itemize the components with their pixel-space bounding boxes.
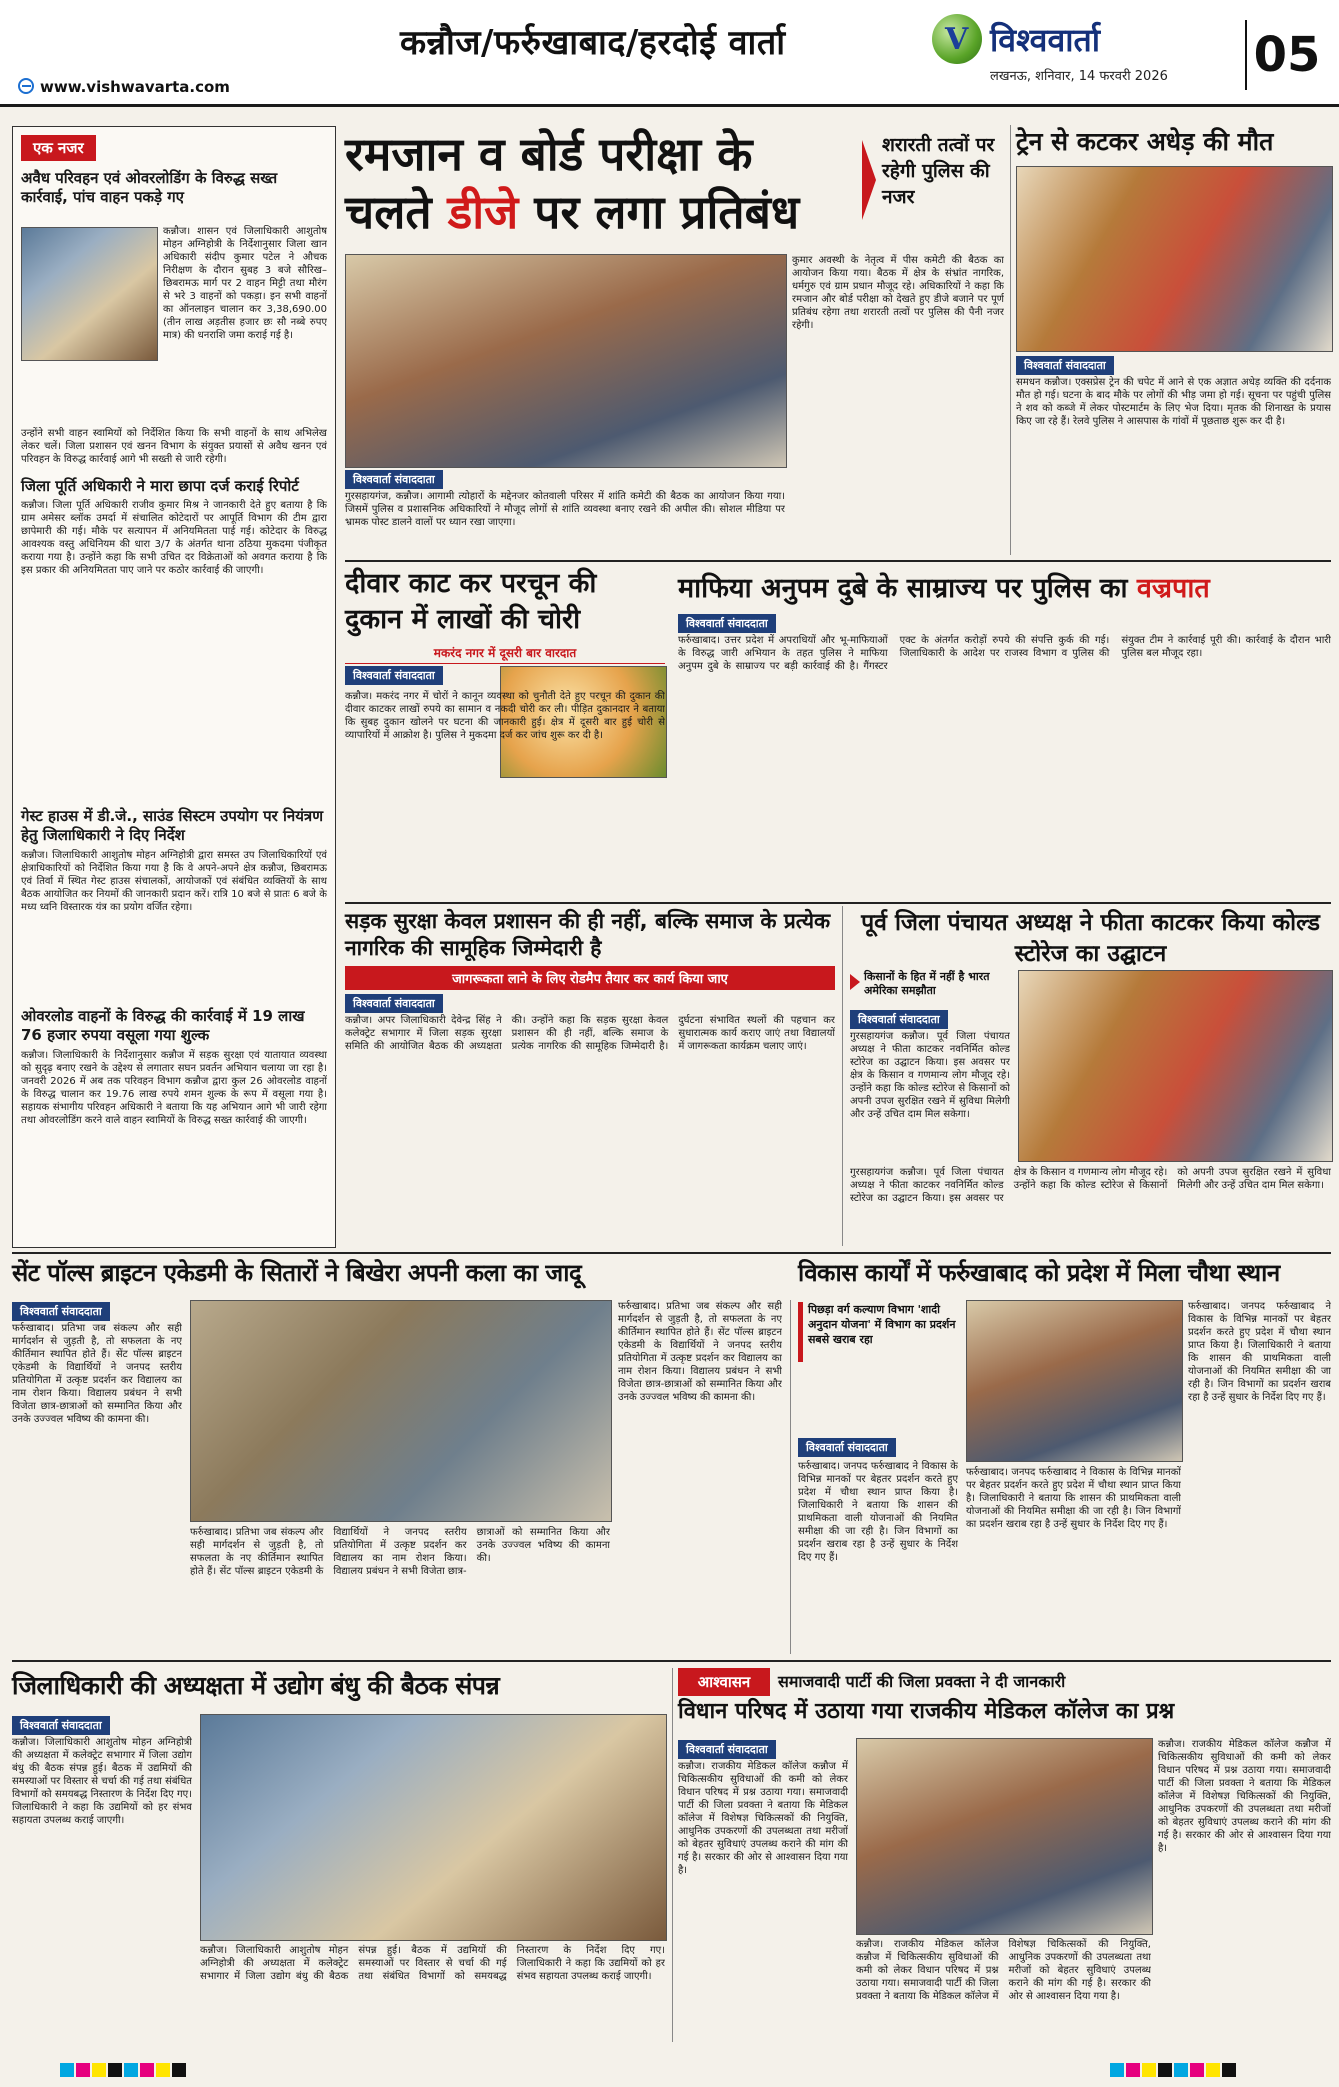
udyog-meeting-photo — [200, 1714, 667, 1941]
stpauls-body-left: फर्रुखाबाद। प्रतिभा जब संकल्प और सही मार्गदर्शन से जुड़ती है, तो सफलता के नए कीर्तिमान स्थापित होते हैं। सेंट पॉल्स ब्राइटन एकेडमी के विद्यार्थियों ने जनपद स्तरीय प्रतियोगिता में उत्कृष्ट प्रदर्शन कर विद्यालय का नाम रोशन किया। विद्यालय प्रबंधन ने सभी विजेता छात्र-छात्राओं को सम्मानित किया और उनके उज्ज्वल भविष्य की कामना की। — [12, 1323, 182, 1425]
vidhan-body-left: कन्नौज। राजकीय मेडिकल कॉलेज कन्नौज में चिकित्सकीय सुविधाओं की कमी को लेकर विधान परिषद में प्रश्न उठाया गया। समाजवादी पार्टी की जिला प्रवक्ता ने बताया कि मेडिकल कॉलेज में विशेषज्ञ चिकित्सकों की नियुक्ति, आधुनिक उपकरणों की उपलब्धता तथा मरीजों को बेहतर सुविधाएं उपलब्ध कराने की मांग की गई है। सरकार की ओर से आश्वासन दिया गया है। — [678, 1761, 848, 1876]
vikas-kicker: पिछड़ा वर्ग कल्याण विभाग 'शादी अनुदान योजना' में विभाग का प्रदर्शन सबसे खराब रहा — [808, 1303, 956, 1346]
spokesperson-photo — [856, 1738, 1153, 1935]
section-rule-1 — [345, 560, 1331, 562]
ek-nazar-label: एक नजर — [21, 135, 96, 161]
ie-icon — [18, 78, 34, 94]
ramzan-kicker-arrow-icon — [862, 140, 876, 220]
ribbon-cutting-photo — [1018, 970, 1333, 1162]
vidhan-headline: विधान परिषद में उठाया गया राजकीय मेडिकल कॉलेज का प्रश्न — [678, 1699, 1175, 1724]
section-rule-3 — [12, 1252, 1331, 1254]
section-rule-2 — [345, 902, 1331, 904]
mafia-headline: माफिया अनुपम दुबे के साम्राज्य पर पुलिस का वज्रपात — [678, 573, 1210, 604]
stpauls-award-photo — [190, 1300, 612, 1522]
sadak-headline: सड़क सुरक्षा केवल प्रशासन की ही नहीं, बल्कि समाज के प्रत्येक नागरिक की सामूहिक जिम्मेदारी है — [345, 909, 831, 960]
nazar-headline-3: गेस्ट हाउस में डी.जे., साउंड सिस्टम उपयोग पर नियंत्रण हेतु जिलाधिकारी ने दिए निर्देश — [21, 807, 324, 844]
vikas-meeting-photo — [966, 1300, 1183, 1462]
train-accident-photo — [1016, 166, 1333, 352]
mafia-byline: विश्ववार्ता संवाददाता — [678, 612, 776, 637]
nazar-body-2: कन्नौज। जिला पूर्ति अधिकारी राजीव कुमार मिश्र ने जानकारी देते हुए बताया है कि ग्राम अमेसर ब्लॉक उमर्दा में संचालित कोटेदारों पर आपूर्ति विभाग की टीम द्वारा छापेमारी की गई। मौके पर सत्यापन में अनियमितता पाई गई। कोटेदार के विरुद्ध आवश्यक वस्तु अधिनियम की धारा 3/7 के अंतर्गत थाना ठठिया मुकदमा पंजीकृत कराया गया है। उन्होंने कहा कि सभी उचित दर विक्रेताओं को अवगत कराया है कि इस प्रकार की अनियमितता पाए जाने पर कठोर कार्रवाई की जाएगी। — [21, 500, 327, 576]
ramzan-meeting-photo — [345, 254, 787, 468]
masthead — [0, 0, 1339, 107]
diwar-kicker: मकरंद नगर में दूसरी बार वारदात — [345, 644, 665, 664]
column-divider — [1010, 125, 1011, 555]
train-body: समधन कन्नौज। एक्सप्रेस ट्रेन की चपेट में आने से एक अज्ञात अधेड़ व्यक्ति की दर्दनाक मौत हो गई। घटना के बाद मौके पर लोगों की भीड़ जमा हो गई। सूचना पर पहुंची पुलिस ने शव को कब्जे में लेकर पोस्टमार्टम के लिए भेज दिया। मृतक की शिनाख्त के प्रयास किए जा रहे हैं। रेलवे पुलिस ने आसपास के गांवों में पूछताछ शुरू कर दी है। — [1016, 377, 1331, 427]
cold-byline: विश्ववार्ता संवाददाता — [850, 1008, 948, 1033]
vikas-kicker-bar-icon — [798, 1302, 803, 1362]
column-divider-4 — [672, 1668, 673, 2042]
ek-nazar-column — [12, 126, 336, 1248]
diwar-headline: दीवार काट कर परचून की दुकान में लाखों की चोरी — [345, 568, 597, 635]
column-divider-3 — [790, 1300, 791, 1654]
train-headline: ट्रेन से कटकर अधेड़ की मौत — [1016, 127, 1274, 156]
stpauls-body-bottom: फर्रुखाबाद। प्रतिभा जब संकल्प और सही मार्गदर्शन से जुड़ती है, तो सफलता के नए कीर्तिमान स्थापित होते हैं। सेंट पॉल्स ब्राइटन एकेडमी के विद्यार्थियों ने जनपद स्तरीय प्रतियोगिता में उत्कृष्ट प्रदर्शन कर विद्यालय का नाम रोशन किया। विद्यालय प्रबंधन ने सभी विजेता छात्र-छात्राओं को सम्मानित किया और उनके उज्ज्वल भविष्य की कामना की। — [190, 1527, 610, 1577]
print-color-bar-right — [1110, 2062, 1238, 2081]
nazar-headline-2: जिला पूर्ति अधिकारी ने मारा छापा दर्ज कराई रिपोर्ट — [21, 477, 299, 495]
vikas-body-right: फर्रुखाबाद। जनपद फर्रुखाबाद ने विकास के विभिन्न मानकों पर बेहतर प्रदर्शन करते हुए प्रदेश में चौथा स्थान प्राप्त किया है। जिलाधिकारी ने बताया कि शासन की प्राथमिकता वाली योजनाओं की नियमित समीक्षा की जा रही है। जिन विभागों का प्रदर्शन खराब रहा है उन्हें सुधार के निर्देश दिए गए हैं। — [1188, 1301, 1331, 1403]
nazar-headline-4: ओवरलोड वाहनों के विरुद्ध की कार्रवाई में 19 लाख 76 हजार रुपया वसूला गया शुल्क — [21, 1007, 305, 1044]
mafia-body: फर्रुखाबाद। उत्तर प्रदेश में अपराधियों और भू-माफियाओं के विरुद्ध जारी अभियान के तहत पुलिस ने माफिया अनुपम दुबे के साम्राज्य पर बड़ी कार्रवाई की है। गैंगस्टर एक्ट के अंतर्गत करोड़ों रुपये की संपत्ति कुर्क की गई। जिलाधिकारी के आदेश पर राजस्व विभाग व पुलिस की संयुक्त टीम ने कार्रवाई पूरी की। कार्रवाई के दौरान भारी पुलिस बल मौजूद रहा। — [678, 635, 1331, 672]
vidhan-byline: विश्ववार्ता संवाददाता — [678, 1738, 776, 1763]
vidhan-body-right: कन्नौज। राजकीय मेडिकल कॉलेज कन्नौज में चिकित्सकीय सुविधाओं की कमी को लेकर विधान परिषद में प्रश्न उठाया गया। समाजवादी पार्टी की जिला प्रवक्ता ने बताया कि मेडिकल कॉलेज में विशेषज्ञ चिकित्सकों की नियुक्ति, आधुनिक उपकरणों की उपलब्धता तथा मरीजों को बेहतर सुविधाएं उपलब्ध कराने की मांग की गई है। सरकार की ओर से आश्वासन दिया गया है। — [1158, 1739, 1331, 1854]
udyog-body-bottom: कन्नौज। जिलाधिकारी आशुतोष मोहन अग्निहोत्री की अध्यक्षता में कलेक्ट्रेट सभागार में जिला उद्योग बंधु की बैठक संपन्न हुई। बैठक में उद्यमियों की समस्याओं पर विस्तार से चर्चा की गई तथा संबंधित विभागों को समयबद्ध निस्तारण के निर्देश दिए गए। जिलाधिकारी ने कहा कि उद्यमियों को हर संभव सहायता उपलब्ध कराई जाएगी। — [200, 1945, 665, 1982]
brand-logo-icon: V — [932, 14, 982, 64]
vidhan-label: आश्वासन — [678, 1668, 770, 1696]
nazar-body-3: कन्नौज। जिलाधिकारी आशुतोष मोहन अग्निहोत्री द्वारा समस्त उप जिलाधिकारियों एवं क्षेत्राधिकारियों को निर्देशित किया गया है कि वे अपने-अपने क्षेत्र कन्नौज, छिबरामऊ एवं तिर्वा में स्थित गेस्ट हाउस संचालकों, आयोजकों एवं संबंधित व्यक्तियों के साथ बैठक आयोजित कर नियमों की जानकारी प्रदान करें। रात्रि 10 बजे से प्रातः 6 बजे के मध्य ध्वनि विस्तारक यंत्र का प्रयोग वर्जित रहेगा। — [21, 850, 327, 913]
ramzan-body-1: गुरसहायगंज, कन्नौज। आगामी त्योहारों के मद्देनजर कोतवाली परिसर में शांति कमेटी की बैठक का आयोजन किया गया। जिसमें पुलिस व प्रशासनिक अधिकारियों ने मौजूद लोगों से शांति व्यवस्था बनाए रखने की अपील की। सोशल मीडिया पर भ्रामक पोस्ट डालने वालों पर ध्यान रखा जाएगा। — [345, 491, 785, 528]
sadak-body: कन्नौज। अपर जिलाधिकारी देवेन्द्र सिंह ने कलेक्ट्रेट सभागार में जिला सड़क सुरक्षा समिति की आयोजित बैठक की अध्यक्षता की। उन्होंने कहा कि सड़क सुरक्षा केवल प्रशासन की ही नहीं, बल्कि समाज के प्रत्येक नागरिक की सामूहिक जिम्मेदारी है। दुर्घटना संभावित स्थलों की पहचान कर सुधारात्मक कार्य कराए जाएं तथा विद्यालयों में जागरूकता कार्यक्रम चलाए जाएं। — [345, 1015, 835, 1052]
section-rule-4 — [12, 1660, 1331, 1662]
ramzan-body-2: कुमार अवस्थी के नेतृत्व में पीस कमेटी की बैठक का आयोजन किया गया। बैठक में क्षेत्र के संभ्रांत नागरिक, धर्मगुरु एवं ग्राम प्रधान मौजूद रहे। अधिकारियों ने कहा कि रमजान और बोर्ड परीक्षा को देखते हुए डीजे बजाने पर पूर्ण प्रतिबंध रहेगा तथा शरारती तत्वों पर पुलिस की पैनी नजर रहेगी। — [792, 255, 1004, 331]
cold-kicker: किसानों के हित में नहीं है भारत अमेरिका समझौता — [864, 970, 990, 997]
cold-body-left: गुरसहायगंज कन्नौज। पूर्व जिला पंचायत अध्यक्ष ने फीता काटकर नवनिर्मित कोल्ड स्टोरेज का उद्घाटन किया। इस अवसर पर क्षेत्र के किसान व गणमान्य लोग मौजूद रहे। उन्होंने कहा कि कोल्ड स्टोरेज से किसानों को अपनी उपज सुरक्षित रखने में सुविधा मिलेगी और उन्हें उचित दाम मिल सकेगा। — [850, 1031, 1010, 1120]
ramzan-kicker: शरारती तत्वों पर रहेगी पुलिस की नजर — [882, 134, 995, 208]
cold-body-bottom: गुरसहायगंज कन्नौज। पूर्व जिला पंचायत अध्यक्ष ने फीता काटकर नवनिर्मित कोल्ड स्टोरेज का उद्घाटन किया। इस अवसर पर क्षेत्र के किसान व गणमान्य लोग मौजूद रहे। उन्होंने कहा कि कोल्ड स्टोरेज से किसानों को अपनी उपज सुरक्षित रखने में सुविधा मिलेगी और उन्हें उचित दाम मिल सकेगा। — [850, 1167, 1331, 1204]
dateline: लखनऊ, शनिवार, 14 फरवरी 2026 — [990, 69, 1168, 84]
stpauls-body-right: फर्रुखाबाद। प्रतिभा जब संकल्प और सही मार्गदर्शन से जुड़ती है, तो सफलता के नए कीर्तिमान स्थापित होते हैं। सेंट पॉल्स ब्राइटन एकेडमी के विद्यार्थियों ने जनपद स्तरीय प्रतियोगिता में उत्कृष्ट प्रदर्शन कर विद्यालय का नाम रोशन किया। विद्यालय प्रबंधन ने सभी विजेता छात्र-छात्राओं को सम्मानित किया और उनके उज्ज्वल भविष्य की कामना की। — [618, 1301, 782, 1403]
stpauls-headline: सेंट पॉल्स ब्राइटन एकेडमी के सितारों ने बिखेरा अपनी कला का जादू — [12, 1259, 582, 1287]
diwar-body: कन्नौज। मकरंद नगर में चोरों ने कानून व्यवस्था को चुनौती देते हुए परचून की दुकान की दीवार काटकर लाखों रुपये का सामान व नकदी चोरी कर ली। पीड़ित दुकानदार ने बताया कि सुबह दुकान खोलने पर घटना की जानकारी हुई। क्षेत्र में दूसरी बार हुई चोरी से व्यापारियों में आक्रोश है। पुलिस ने मुकदमा दर्ज कर जांच शुरू कर दी है। — [345, 691, 665, 741]
stpauls-byline: विश्ववार्ता संवाददाता — [12, 1300, 110, 1325]
diwar-byline: विश्ववार्ता संवाददाता — [345, 664, 443, 689]
nazar-body-4: कन्नौज। जिलाधिकारी के निर्देशानुसार कन्नौज में सड़क सुरक्षा एवं यातायात व्यवस्था को सुदृढ़ बनाए रखने के उद्देश्य से लगातार सघन प्रवर्तन अभियान चलाया जा रहा है। जनवरी 2026 में अब तक परिवहन विभाग कन्नौज द्वारा कुल 26 ओवरलोड वाहनों के विरुद्ध चालान कर 19.76 लाख रुपये शमन शुल्क के रूप में वसूला गया है। सहायक संभागीय परिवहन अधिकारी ने बताया कि यह अभियान आगे भी जारी रहेगा तथा ओवरलोडिंग करने वाले वाहन स्वामियों के विरुद्ध सख्त कार्रवाई की जाएगी। — [21, 1050, 327, 1126]
vikas-byline: विश्ववार्ता संवाददाता — [798, 1436, 896, 1461]
vikas-headline: विकास कार्यों में फर्रुखाबाद को प्रदेश में मिला चौथा स्थान — [798, 1259, 1280, 1287]
brand-name: विश्ववार्ता — [990, 21, 1101, 59]
vidhan-body-bottom: कन्नौज। राजकीय मेडिकल कॉलेज कन्नौज में चिकित्सकीय सुविधाओं की कमी को लेकर विधान परिषद में प्रश्न उठाया गया। समाजवादी पार्टी की जिला प्रवक्ता ने बताया कि मेडिकल कॉलेज में विशेषज्ञ चिकित्सकों की नियुक्ति, आधुनिक उपकरणों की उपलब्धता तथा मरीजों को बेहतर सुविधाएं उपलब्ध कराने की मांग की गई है। सरकार की ओर से आश्वासन दिया गया है। — [856, 1939, 1151, 2002]
cold-headline: पूर्व जिला पंचायत अध्यक्ष ने फीता काटकर किया कोल्ड स्टोरेज का उद्घाटन — [861, 910, 1320, 967]
ramzan-headline: रमजान व बोर्ड परीक्षा के चलते डीजे पर लगा प्रतिबंध — [345, 127, 800, 239]
vidhan-kicker: समाजवादी पार्टी की जिला प्रवक्ता ने दी जानकारी — [778, 1672, 1066, 1691]
cold-kicker-arrow-icon — [850, 974, 860, 990]
nazar-lead-1: कन्नौज। शासन एवं जिलाधिकारी आशुतोष मोहन अग्निहोत्री के निर्देशानुसार जिला खान अधिकारी संदीप कुमार पटेल ने औचक निरीक्षण के दौरान सुबह 3 बजे सौरिख–छिबरामऊ मार्ग पर 2 वाहन मिट्टी तथा मौरंग से भरे 3 वाहनों को पकड़ा। इन सभी वाहनों का ऑनलाइन चालान कर 3,38,690.00 (तीन लाख अड़तीस हजार छः सौ नब्बे रुपए मात्र) की धनराशि जमा कराई गई है। — [163, 226, 327, 341]
train-byline: विश्ववार्ता संवाददाता — [1016, 354, 1114, 379]
udyog-body-left: कन्नौज। जिलाधिकारी आशुतोष मोहन अग्निहोत्री की अध्यक्षता में कलेक्ट्रेट सभागार में जिला उद्योग बंधु की बैठक संपन्न हुई। बैठक में उद्यमियों की समस्याओं पर विस्तार से चर्चा की गई तथा संबंधित विभागों को समयबद्ध निस्तारण के निर्देश दिए गए। जिलाधिकारी ने कहा कि उद्यमियों को हर संभव सहायता उपलब्ध कराई जाएगी। — [12, 1737, 192, 1826]
udyog-headline: जिलाधिकारी की अध्यक्षता में उद्योग बंधु की बैठक संपन्न — [12, 1671, 500, 1700]
ramzan-byline: विश्ववार्ता संवाददाता — [345, 468, 443, 493]
page-number: 05 — [1245, 20, 1327, 90]
nazar-headline-1: अवैध परिवहन एवं ओवरलोडिंग के विरुद्ध सख्त कार्रवाई, पांच वाहन पकड़े गए — [21, 169, 278, 206]
nazar-body-1: उन्होंने सभी वाहन स्वामियों को निर्देशित किया कि सभी वाहनों के साथ अभिलेख लेकर चलें। जिला प्रशासन एवं खनन विभाग के संयुक्त प्रयासों से अवैध खनन एवं परिवहन के विरुद्ध कार्रवाई आगे भी सख्ती से जारी रहेगी। — [21, 428, 327, 465]
vikas-body-mid: फर्रुखाबाद। जनपद फर्रुखाबाद ने विकास के विभिन्न मानकों पर बेहतर प्रदर्शन करते हुए प्रदेश में चौथा स्थान प्राप्त किया है। जिलाधिकारी ने बताया कि शासन की प्राथमिकता वाली योजनाओं की नियमित समीक्षा की जा रही है। जिन विभागों का प्रदर्शन खराब रहा है उन्हें सुधार के निर्देश दिए गए हैं। — [966, 1467, 1181, 1530]
vikas-body-left: फर्रुखाबाद। जनपद फर्रुखाबाद ने विकास के विभिन्न मानकों पर बेहतर प्रदर्शन करते हुए प्रदेश में चौथा स्थान प्राप्त किया है। जिलाधिकारी ने बताया कि शासन की प्राथमिकता वाली योजनाओं की नियमित समीक्षा की जा रही है। जिन विभागों का प्रदर्शन खराब रहा है उन्हें सुधार के निर्देश दिए गए हैं। — [798, 1461, 958, 1563]
truck-photo — [21, 227, 158, 361]
udyog-byline: विश्ववार्ता संवाददाता — [12, 1714, 110, 1739]
section-title: कन्नौज/फर्रुखाबाद/हरदोई वार्ता — [400, 23, 786, 63]
website-link[interactable]: www.vishwavarta.com — [40, 78, 230, 96]
print-color-bar-left — [60, 2062, 188, 2081]
column-divider-2 — [842, 906, 843, 1246]
sadak-byline: विश्ववार्ता संवाददाता — [345, 992, 443, 1017]
sadak-kicker: जागरूकता लाने के लिए रोडमैप तैयार कर कार्य किया जाए — [345, 966, 835, 990]
